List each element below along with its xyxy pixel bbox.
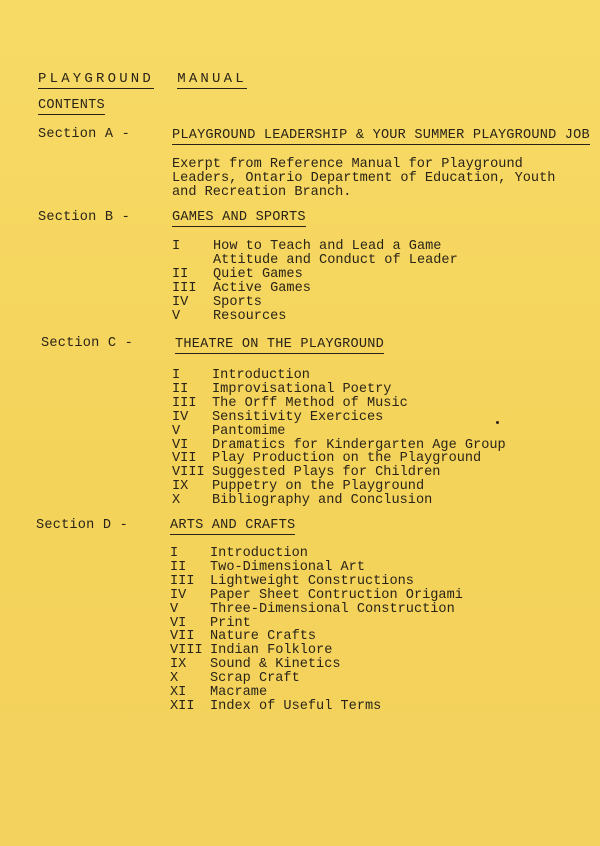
item-number: VI [170, 615, 187, 631]
item-text: Attitude and Conduct of Leader [213, 252, 458, 268]
list-item [170, 658, 341, 672]
list-item [172, 466, 440, 480]
item-number: XI [170, 685, 187, 700]
section-b-label: Section B - [38, 210, 130, 225]
section-d-label: Section D - [36, 518, 128, 533]
list-item [172, 383, 391, 397]
item-text: Pantomime [212, 423, 286, 439]
item-number: XII [170, 698, 195, 714]
document-title [38, 72, 247, 86]
list-item [172, 240, 441, 254]
item-number: I [170, 546, 179, 561]
item-number: V [172, 308, 181, 324]
ink-speck [496, 421, 499, 424]
item-number: III [172, 395, 197, 411]
item-number: IV [172, 294, 189, 310]
item-number: VIII [170, 643, 203, 659]
item-text: Suggested Plays for Children [212, 465, 441, 481]
item-text: Index of Useful Terms [210, 698, 382, 714]
item-text: Bibliography and Conclusion [212, 493, 433, 509]
list-item [172, 254, 458, 268]
item-text: The Orff Method of Music [212, 395, 408, 411]
section-b-title: GAMES AND SPORTS [172, 210, 306, 225]
list-item [172, 282, 311, 296]
list-item [172, 425, 285, 439]
item-number: VII [170, 629, 195, 645]
list-item [172, 452, 481, 466]
list-item [170, 575, 414, 589]
item-number: X [170, 671, 179, 687]
list-item [170, 630, 316, 644]
item-text: Indian Folklore [210, 643, 333, 659]
item-text: Nature Crafts [210, 629, 317, 645]
item-number: X [172, 493, 181, 509]
item-text: Introduction [212, 368, 310, 383]
title-word-1: PLAYGROUND [38, 71, 155, 87]
list-item [172, 397, 408, 411]
list-item [172, 268, 303, 282]
list-item [172, 439, 506, 453]
item-text: Sound & Kinetics [210, 657, 341, 673]
item-number: III [170, 573, 195, 589]
item-text: Sports [213, 294, 262, 310]
item-number: II [172, 266, 189, 282]
item-text: Paper Sheet Contruction Origami [210, 587, 463, 603]
item-number: IV [172, 409, 189, 425]
item-number: VIII [172, 465, 205, 481]
item-text: Quiet Games [213, 266, 303, 282]
list-item [170, 561, 365, 575]
list-item [172, 480, 424, 494]
item-text: Introduction [210, 546, 308, 561]
item-text: Improvisational Poetry [212, 381, 392, 397]
item-number: IV [170, 587, 187, 603]
section-a-title: PLAYGROUND LEADERSHIP & YOUR SUMMER PLAYGROUND JOB [172, 128, 590, 143]
list-item [170, 589, 463, 603]
item-text: Puppetry on the Playground [212, 479, 425, 495]
list-item [172, 494, 432, 508]
list-item [172, 369, 310, 383]
section-c-title: THEATRE ON THE PLAYGROUND [175, 337, 384, 352]
section-c-label: Section C - [41, 336, 133, 351]
item-text: Scrap Craft [210, 671, 300, 687]
item-text: Active Games [213, 280, 311, 296]
list-item [170, 547, 308, 561]
title-word-2: MANUAL [177, 71, 247, 87]
list-item [170, 672, 300, 686]
item-text: Resources [213, 308, 287, 324]
item-number: II [172, 381, 189, 397]
section-a-description: Exerpt from Reference Manual for Playground Leaders, Ontario Department of Education, Youth and Recreation Branch. [172, 157, 556, 200]
item-number: VI [172, 437, 189, 453]
item-number: V [172, 423, 181, 439]
item-text: Play Production on the Playground [212, 451, 482, 467]
list-item [170, 617, 251, 631]
item-text: Macrame [210, 685, 268, 700]
list-item [170, 644, 332, 658]
contents-heading: CONTENTS [38, 98, 105, 113]
item-text: Dramatics for Kindergarten Age Group [212, 437, 506, 453]
item-number: IX [170, 657, 187, 673]
item-text: Lightweight Constructions [210, 573, 414, 589]
item-number: IX [172, 479, 189, 495]
list-item [170, 603, 455, 617]
list-item [170, 700, 381, 714]
item-text: Print [210, 615, 251, 631]
item-number: VII [172, 451, 197, 467]
item-number: II [170, 559, 187, 575]
section-d-title: ARTS AND CRAFTS [170, 518, 296, 533]
item-number: V [170, 601, 179, 617]
item-text: Two-Dimensional Art [210, 559, 365, 575]
item-number: I [172, 368, 181, 383]
item-text: Three-Dimensional Construction [210, 601, 455, 617]
item-text: How to Teach and Lead a Game [213, 239, 442, 254]
section-a-label: Section A - [38, 127, 130, 142]
item-number: I [172, 239, 181, 254]
list-item [170, 686, 267, 700]
item-text: Sensitivity Exercices [212, 409, 384, 425]
list-item [172, 310, 286, 324]
list-item [172, 411, 383, 425]
list-item [172, 296, 262, 310]
item-number: III [172, 280, 197, 296]
